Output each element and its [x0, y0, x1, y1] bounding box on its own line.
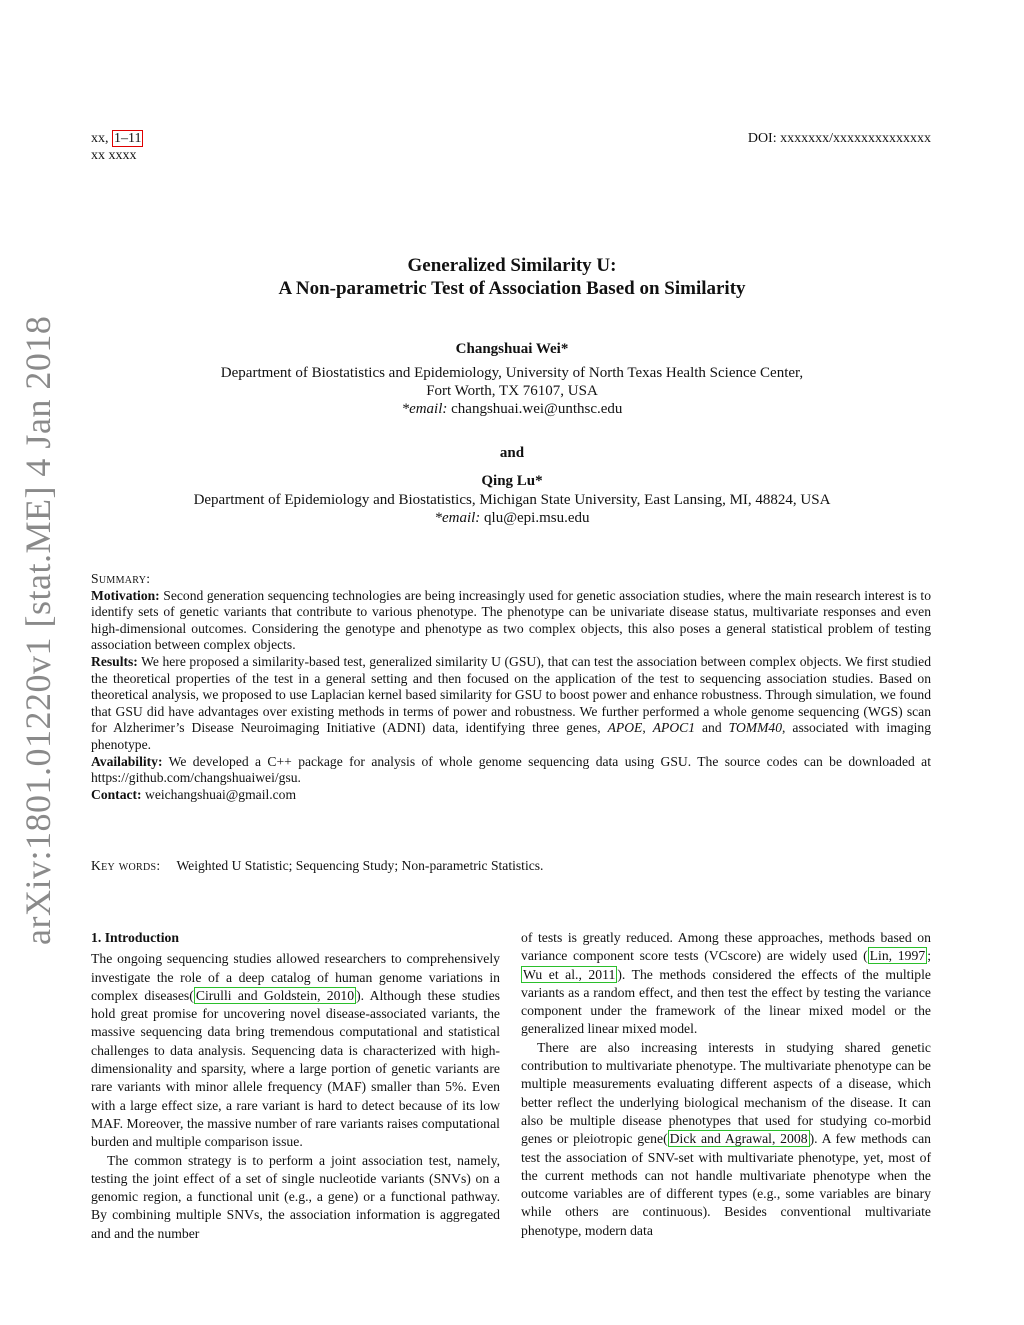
citation-dick-agrawal[interactable]: Dick and Agrawal, 2008 [669, 1131, 808, 1147]
citation-lin-1997[interactable]: Lin, 1997 [869, 948, 926, 964]
results-text: We here proposed a similarity-based test, generalized similarity U (GSU), that can test the association between complex objects. We first studied the theoretical properties of the test in a general setting and then focused on the application of the test to sequencing association studies. Based on theoretical analysis, we proposed to use Laplacian kernel based similarity for GSU to boost power and enhance robustness. Through simulation, we found that GSU did have advantages over existing methods in terms of power and robustness. We further performed a whole genome sequencing (WGS) scan for Alzherimer’s Disease Neuroimaging Initiative (ADNI) data, identifying three genes, [91, 653, 931, 736]
citation-wu-2011[interactable]: Wu et al., 2011 [523, 966, 616, 982]
intro-p3-text-cont: ). The methods considered the effects of the multiple variants as a random effect, and then test the effect by testing the variance component under the framework of the linear mixed model or the generalized linear mixed model. [521, 966, 932, 1037]
motivation-label: Motivation: [91, 587, 160, 603]
author-1-email[interactable]: changshuai.wei@unthsc.edu [451, 401, 623, 417]
email-label: *email: [434, 510, 481, 526]
author-1-affil-line-1: Department of Biostatistics and Epidemiology, University of North Texas Health Science Center, [220, 365, 804, 381]
doi: DOI: xxxxxxx/xxxxxxxxxxxxxx [747, 131, 931, 146]
keywords [91, 857, 543, 874]
motivation-text: Second generation sequencing technologies are being increasingly used for genetic association studies, where the main research interest is to identify sets of genetic variants that contribute to various phenotype. The phenotype can be univariate disease status, multivariate responses and even high-dimensional outcomes. Considering the genotype and phenotype as two complex objects, this also poses a general statistical problem of testing association between complex objects. [91, 587, 931, 653]
page-range-link[interactable]: 1–11 [114, 131, 142, 146]
intro-p1-text-cont: ). Although these studies hold great promise for uncovering novel disease-associated variants, the massive sequencing data bring tremendous computational and statistical challenges to data analysis. Sequencing data is characterized with high-dimensionality and sparsity, where a large portion of genetic variants are rare variants with minor allele frequency (MAF) smaller than 5%. Even with a large effect size, a rare variant is hard to detect because of its low MAF. Moreover, the massive number of rare variants raises computational burden and multiple comparison issue. [91, 987, 500, 1150]
motivation-paragraph [91, 588, 931, 654]
keywords-text: Weighted U Statistic; Sequencing Study; Non-parametric Statistics. [176, 858, 544, 873]
left-column [91, 929, 500, 1243]
author-1-affiliation [0, 364, 1024, 418]
arxiv-stamp: arXiv:1801.01220v1 [stat.ME] 4 Jan 2018 [18, 315, 58, 945]
gene-tomm40: TOMM40 [728, 720, 783, 736]
intro-paragraph-4 [521, 1039, 931, 1240]
gene-apoe: APOE [607, 720, 643, 736]
abstract [91, 571, 931, 803]
results-paragraph [91, 654, 931, 754]
contact-label: Contact: [91, 786, 142, 802]
keywords-label: Key words: [91, 858, 161, 873]
availability-label: Availability: [91, 753, 163, 769]
right-column [521, 929, 931, 1240]
intro-p3-text: of tests is greatly reduced. Among these approaches, methods based on variance component score tests (VCscore) are widely used ( [521, 930, 931, 964]
author-2-name: Qing Lu* [481, 473, 543, 489]
author-1-email-line [0, 400, 1024, 418]
availability-paragraph [91, 754, 931, 787]
results-label: Results: [91, 653, 138, 669]
intro-p1-text: The ongoing sequencing studies allowed researchers to comprehensively investigate the role of a deep catalog of human genome variations in complex diseases( [91, 951, 500, 1003]
author-2-email[interactable]: qlu@epi.msu.edu [484, 510, 590, 526]
author-2-affiliation [0, 491, 1024, 527]
citation-cirulli-goldstein[interactable]: Cirulli and Goldstein, 2010 [195, 987, 355, 1003]
author-1-affil-line-2: Fort Worth, TX 76107, USA [426, 383, 598, 399]
contact-email[interactable]: weichangshuai@gmail.com [145, 786, 297, 802]
journal-prefix: xx, [91, 131, 112, 146]
intro-paragraph-2: The common strategy is to perform a joint association test, namely, testing the joint effect of a set of single nucleotide variants (SNVs) on a genomic region, a functional unit (e.g., a gene) or a functional pathway. By combining multiple SNVs, the association information is aggregated and and the number [91, 1152, 500, 1241]
intro-paragraph-1 [91, 950, 500, 1151]
author-2-affil-line: Department of Epidemiology and Biostatistics, Michigan State University, East Lansing, MI, 48824, USA [193, 492, 831, 508]
section-heading-introduction: 1. Introduction [91, 930, 179, 945]
gene-separator: , [642, 720, 653, 736]
gene-apoc1: APOC1 [652, 720, 696, 736]
results-tail: , associated with imaging phenotype. [91, 720, 931, 752]
citation-separator: ; [927, 948, 931, 964]
intro-p4-text-cont: ). A few methods can test the association of SNV-set with multivariate phenotype, yet, most of the current methods can not handle multivariate phenotype when the outcome variables are of different types (e.g., some variables are binary while others are continuous). Besides conventional multivariate phenotype, modern data [521, 1131, 931, 1238]
summary-label: Summary: [91, 571, 151, 586]
gene-separator: and [695, 720, 729, 736]
email-label: *email: [401, 401, 448, 417]
intro-paragraph-3 [521, 929, 931, 1039]
and-separator: and [499, 445, 525, 461]
author-2-email-line [0, 509, 1024, 527]
journal-header [91, 130, 143, 164]
author-1-name: Changshuai Wei* [455, 341, 569, 357]
availability-text: We developed a C++ package for analysis of whole genome sequencing data using GSU. The source codes can be downloaded at https://github.com/changshuaiwei/gsu. [91, 753, 931, 786]
title-line-1: Generalized Similarity U: [407, 255, 617, 276]
paper-title [0, 254, 1024, 300]
contact-paragraph [91, 787, 931, 804]
intro-p4-text: There are also increasing interests in studying shared genetic contribution to multivariate phenotype. The multivariate phenotype can be multiple measurements evaluating different aspects of a disease, which better reflect the underlying biological mechanism of the disease. It can also be multiple disease phenotypes that used for studying co-morbid genes or pleiotropic gene( [521, 1039, 931, 1147]
title-line-2: A Non-parametric Test of Association Based on Similarity [278, 278, 746, 299]
date-line: xx xxxx [91, 148, 137, 163]
